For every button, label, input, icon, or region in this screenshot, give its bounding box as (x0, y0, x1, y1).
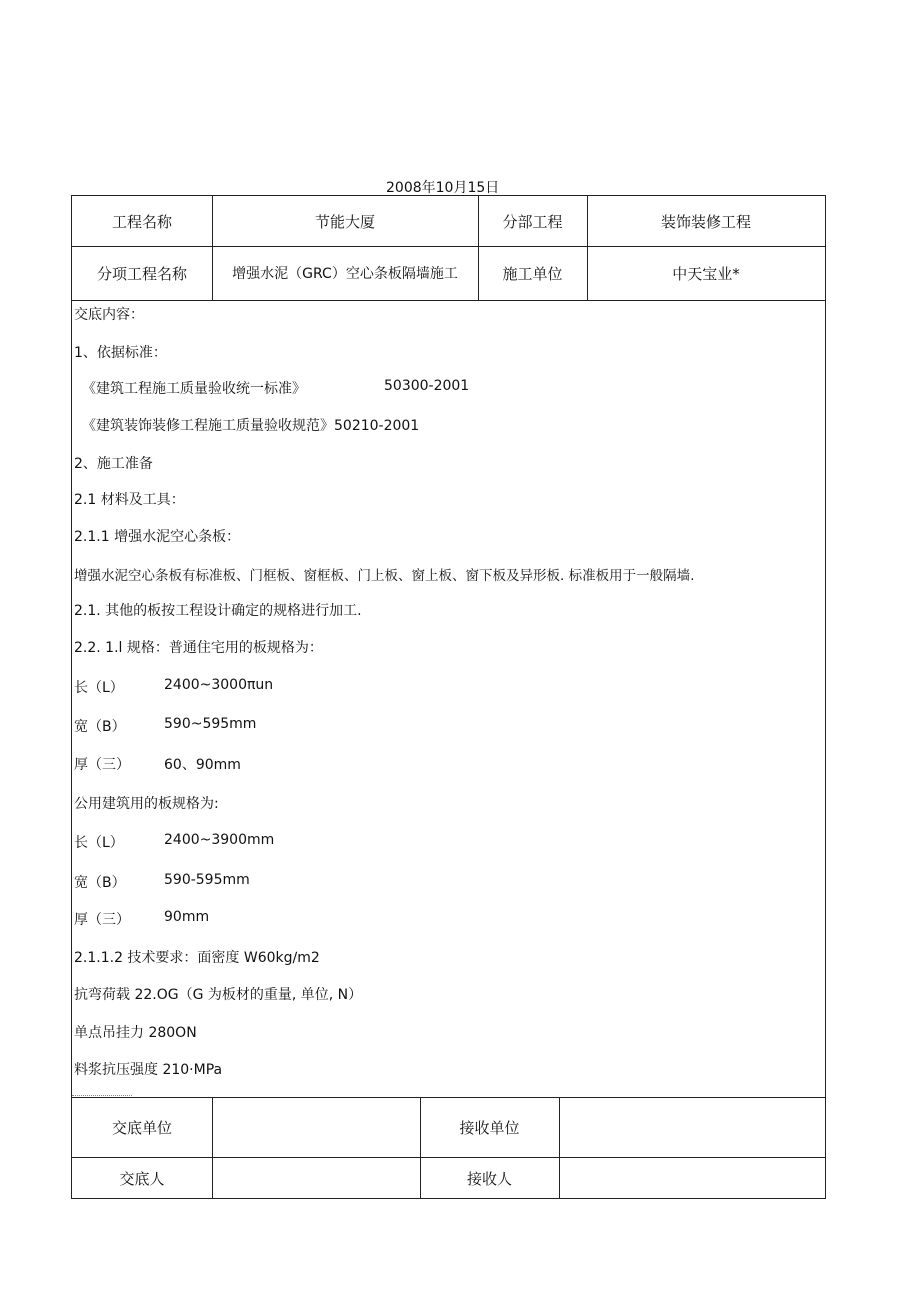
public-heading: 公用建筑用的板规格为: (74, 796, 219, 812)
residential-length (74, 677, 274, 697)
residential-length-value: 2400~3000πun (164, 677, 274, 693)
bending-load: 抗弯荷载 22.OG（G 为板材的重量, 单位, N） (74, 987, 363, 1003)
issuer-field[interactable] (212, 1157, 420, 1199)
contractor-value: 中天宝业* (672, 264, 740, 283)
issuer-unit-label: 交底单位 (111, 1118, 172, 1137)
residential-thickness (74, 754, 241, 774)
subitem-label: 分项工程名称 (96, 264, 187, 283)
standard-1 (82, 378, 470, 398)
slurry-strength: 料浆抗压强度 210·MPa (74, 1062, 223, 1078)
receiver-field[interactable] (559, 1157, 825, 1199)
receiver-unit-label: 接收单位 (459, 1118, 520, 1137)
public-width-value: 590-595mm (164, 872, 250, 888)
public-thickness-value: 90mm (164, 909, 210, 925)
disclosure-table (71, 195, 826, 1199)
document-date: 2008年10月15日 (386, 180, 500, 196)
standard-2: 《建筑装饰装修工程施工质量验收规范》50210-2001 (82, 418, 420, 434)
public-thickness-label: 厚（三） (74, 912, 130, 928)
public-length-label: 长（L） (74, 835, 124, 851)
public-width (74, 872, 250, 892)
residential-thickness-value: 60、90mm (164, 757, 241, 773)
hanging-force: 单点吊挂力 280ON (74, 1025, 197, 1041)
faint-rule (72, 1095, 132, 1096)
row-divider (72, 300, 825, 301)
subitem-value: 增强水泥（GRC）空心条板隔墙施工 (232, 266, 458, 282)
section-1: 1、依据标准： (74, 345, 167, 361)
contractor-label: 施工单位 (502, 264, 563, 283)
residential-width (74, 716, 257, 736)
section-2-1-1: 2.1.1 增强水泥空心条板： (74, 529, 241, 545)
residential-width-value: 590~595mm (164, 716, 257, 732)
standard-1-name: 《建筑工程施工质量验收统一标准》 (82, 381, 306, 397)
public-length (74, 832, 275, 852)
division-value: 装饰装修工程 (660, 212, 751, 231)
issuer-unit-field[interactable] (212, 1097, 420, 1157)
paragraph-other-boards: 2.1. 其他的板按工程设计确定的规格进行加工. (74, 603, 362, 619)
public-length-value: 2400~3900mm (164, 832, 275, 848)
content-heading: 交底内容： (74, 307, 144, 323)
receiver-label: 接收人 (466, 1169, 512, 1188)
section-2: 2、施工准备 (74, 456, 153, 472)
project-name-value: 节能大厦 (314, 212, 375, 231)
receiver-unit-field[interactable] (559, 1097, 825, 1157)
issuer-label: 交底人 (119, 1169, 165, 1188)
project-name-label: 工程名称 (111, 212, 172, 231)
residential-length-label: 长（L） (74, 680, 124, 696)
standard-1-code: 50300-2001 (384, 378, 470, 394)
residential-width-label: 宽（B） (74, 719, 126, 735)
residential-thickness-label: 厚（三） (74, 757, 130, 773)
section-2-1: 2.1 材料及工具： (74, 492, 185, 508)
public-width-label: 宽（B） (74, 875, 126, 891)
paragraph-board-types: 增强水泥空心条板有标准板、门框板、窗框板、门上板、窗上板、窗下板及异形板. 标准板用于一般隔墙. (74, 568, 695, 584)
paragraph-spec: 2.2. 1.l 规格：普通住宅用的板规格为： (74, 640, 323, 656)
public-thickness (74, 909, 210, 929)
division-label: 分部工程 (502, 212, 563, 231)
tech-requirements: 2.1.1.2 技术要求：面密度 W60kg∕m2 (74, 950, 320, 966)
